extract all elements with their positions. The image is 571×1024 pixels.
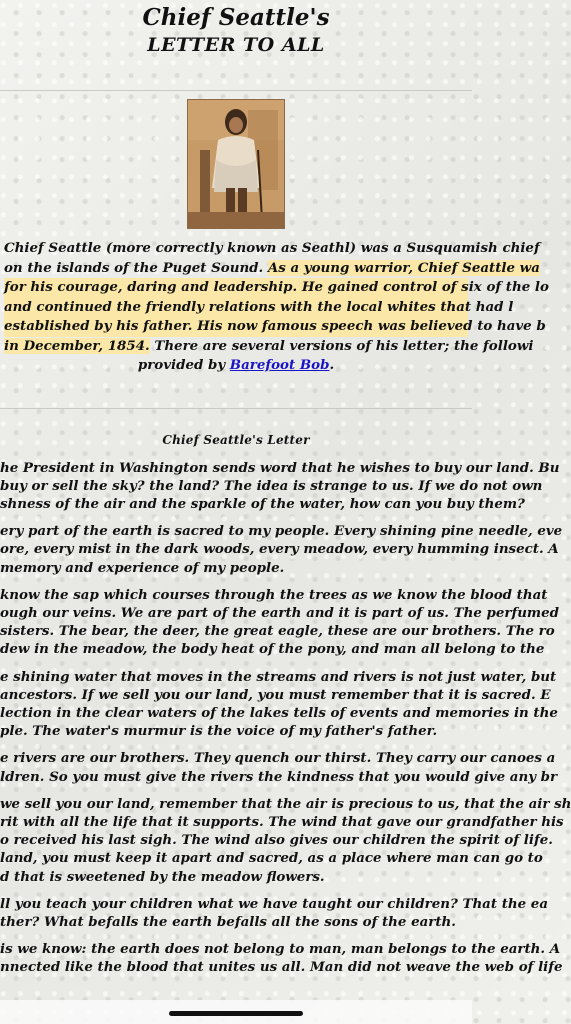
intro-line-5: established by his father. His now famous speech was believed to have b	[4, 317, 468, 337]
chief-seattle-photo	[187, 99, 285, 229]
intro-line-7	[4, 356, 468, 376]
divider	[0, 408, 472, 409]
letter-paragraph	[0, 522, 563, 577]
letter-line: buy or sell the sky? the land? The idea is strange to us. If we do not own	[0, 477, 543, 494]
letter-paragraph	[0, 459, 560, 514]
intro-line-1: Chief Seattle (more correctly known as Seathl) was a Susquamish chief	[4, 240, 540, 256]
letter-paragraph	[0, 795, 571, 886]
letter-body	[0, 459, 571, 977]
letter-line: ery part of the earth is sacred to my people. Every shining pine needle, eve	[0, 523, 563, 540]
letter-line: ough our veins. We are part of the earth and it is part of us. The perfumed	[0, 604, 559, 621]
intro-line-6	[4, 337, 534, 357]
intro-text-segment: .	[329, 357, 335, 373]
letter-line: memory and experience of my people.	[0, 559, 285, 576]
letter-line: o received his last sigh. The wind also gives our children the spirit of life.	[0, 832, 553, 849]
letter-title: Chief Seattle's Letter	[162, 432, 310, 447]
letter-line: dew in the meadow, the body heat of the pony, and man all belong to the	[0, 641, 545, 658]
letter-line: shness of the air and the sparkle of the water, how can you buy them?	[0, 495, 525, 512]
intro-line-3: for his courage, daring and leadership. He gained control of six of the lo	[4, 278, 468, 298]
spacer	[0, 376, 472, 408]
letter-line: rit with all the life that it supports. The wind that gave our grandfather his	[0, 813, 564, 830]
letter-line: e rivers are our brothers. They quench our thirst. They carry our canoes a	[0, 750, 556, 767]
letter-line: he President in Washington sends word that he wishes to buy our land. Bu	[0, 459, 560, 476]
letter-line: ple. The water's murmur is the voice of my father's father.	[0, 723, 438, 740]
home-indicator[interactable]	[169, 1011, 303, 1016]
intro-line-2	[4, 259, 540, 279]
letter-line: ther? What befalls the earth befalls all the sons of the earth.	[0, 913, 456, 930]
letter-line: know the sap which courses through the trees as we know the blood that	[0, 586, 548, 603]
letter-line: land, you must keep it apart and sacred, as a place where man can go to	[0, 850, 543, 867]
letter-paragraph	[0, 940, 563, 976]
letter-line: nnected like the blood that unites us all. Man did not weave the web of life	[0, 959, 563, 976]
highlighted-text: As a young warrior, Chief Seattle wa	[267, 259, 540, 276]
letter-line: ore, every mist in the dark woods, every meadow, every humming insect. A	[0, 541, 559, 558]
intro-text-segment: on the islands of the Puget Sound.	[4, 259, 268, 276]
intro-text-segment: There are several versions of his letter; the followi	[149, 337, 534, 354]
portrait-image	[188, 100, 284, 228]
page-subtitle: LETTER TO ALL	[147, 34, 325, 56]
letter-line: sisters. The bear, the deer, the great eagle, these are our brothers. The ro	[0, 623, 555, 640]
intro-line-4: and continued the friendly relations with the local whites that had l	[4, 298, 468, 318]
intro-text-segment: provided by	[137, 357, 230, 373]
letter-line: lection in the clear waters of the lakes tells of events and memories in the	[0, 704, 558, 721]
page-header	[0, 0, 472, 90]
letter-paragraph	[0, 668, 558, 741]
barefoot-bob-link[interactable]: Barefoot Bob	[229, 357, 330, 373]
letter-line: is we know: the earth does not belong to man, man belongs to the earth. A	[0, 941, 561, 958]
letter-line: ldren. So you must give the rivers the kindness that you would give any br	[0, 768, 558, 785]
letter-paragraph	[0, 586, 559, 659]
letter-paragraph	[0, 895, 549, 931]
intro-text	[0, 239, 549, 376]
divider	[0, 90, 472, 91]
page-title: Chief Seattle's	[142, 4, 330, 31]
letter-line: ancestors. If we sell you our land, you must remember that it is sacred. E	[0, 686, 551, 703]
letter-line: ll you teach your children what we have taught our children? That the ea	[0, 895, 549, 912]
letter-line: we sell you our land, remember that the air is precious to us, that the air sh	[0, 795, 571, 812]
portrait-container	[0, 99, 472, 229]
highlighted-text: in December, 1854.	[4, 337, 150, 354]
letter-paragraph	[0, 749, 558, 785]
letter-line: e shining water that moves in the streams and rivers is not just water, but	[0, 668, 557, 685]
letter-line: d that is sweetened by the meadow flowers.	[0, 868, 325, 885]
